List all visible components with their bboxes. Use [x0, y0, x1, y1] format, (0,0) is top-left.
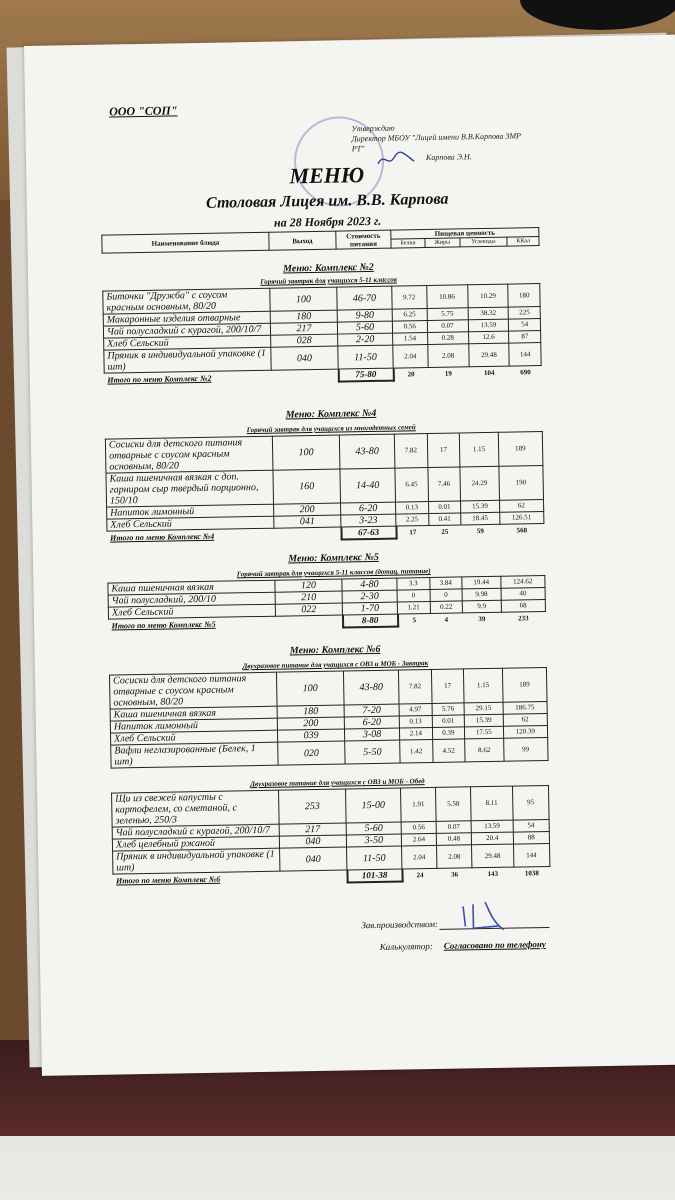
- dish-fat: 3.84: [429, 577, 462, 590]
- dish-carbs: 9.9: [462, 600, 501, 613]
- total-kcal: 690: [520, 367, 531, 376]
- dish-fat: 17: [427, 433, 460, 468]
- dish-carbs: 10.29: [467, 284, 508, 308]
- dish-price: 43-80: [339, 434, 395, 469]
- production-label: Зав.производством:: [361, 918, 439, 931]
- calculator-value: Согласовано по телефону: [443, 939, 546, 951]
- dish-carbs: 18.45: [461, 512, 500, 525]
- dish-kcal: 186.75: [503, 701, 548, 714]
- col-name: Наименование блюда: [102, 232, 269, 253]
- dish-name: Хлеб Сельский: [104, 335, 271, 350]
- dish-price: 5-60: [337, 321, 392, 334]
- dish-output: 100: [276, 671, 344, 706]
- total-kcal: 233: [518, 613, 529, 622]
- total-fat: 25: [441, 527, 449, 536]
- col-protein: Белки: [391, 239, 425, 249]
- section-subtitle: Горячий завтрак для учащихся 5-11 классов (дотац. питание): [236, 566, 431, 579]
- dish-fat: 0.22: [430, 601, 463, 614]
- dish-kcal: 99: [503, 737, 548, 761]
- dish-output: 180: [270, 310, 337, 323]
- dish-output: 100: [272, 435, 340, 470]
- dish-price: 3-23: [341, 514, 396, 527]
- dish-name: Биточки "Дружба" с соусом красным основным, 80/20: [103, 288, 270, 314]
- total-kcal: 1038: [524, 868, 539, 877]
- dish-protein: 7.82: [394, 434, 427, 469]
- dish-fat: 10.86: [426, 285, 467, 309]
- dish-price: 9-80: [337, 309, 392, 322]
- dish-kcal: 144: [513, 843, 550, 867]
- dish-fat: 0.48: [436, 833, 471, 846]
- dish-output: 160: [273, 469, 341, 504]
- dish-name: Напиток лимонный: [107, 504, 274, 519]
- dish-kcal: 225: [509, 307, 541, 320]
- total-carbs: 104: [483, 368, 495, 377]
- dish-carbs: 15.39: [464, 714, 503, 727]
- dish-kcal: 126.51: [499, 512, 544, 525]
- dish-carbs: 1.15: [459, 432, 498, 467]
- dish-fat: 0.01: [428, 501, 461, 514]
- dish-price: 2-30: [342, 590, 397, 603]
- calculator-label: Калькулятор:: [379, 941, 433, 952]
- dish-kcal: 190: [498, 466, 543, 501]
- dish-carbs: 38.32: [468, 307, 509, 320]
- dish-carbs: 13.59: [471, 820, 513, 833]
- total-protein: 24: [416, 870, 424, 879]
- total-protein: 20: [407, 369, 415, 378]
- complex2-table: [102, 283, 542, 387]
- dish-name: Хлеб Сельский: [108, 604, 275, 619]
- dish-name: Хлеб целебный ржаной: [112, 836, 279, 851]
- dish-protein: 0.56: [392, 321, 427, 334]
- total-carbs: 59: [476, 526, 484, 535]
- dish-fat: 5.76: [432, 703, 465, 716]
- dish-carbs: 8.62: [465, 738, 504, 762]
- dish-carbs: 8.11: [471, 786, 513, 821]
- dish-carbs: 20.4: [471, 832, 513, 845]
- dish-protein: 1.21: [397, 602, 430, 615]
- section-title: Меню: Комплекс №4: [285, 407, 377, 421]
- dish-carbs: 29.48: [468, 343, 509, 367]
- dish-name: Сосиски для детского питания отварные с соусом красным основным, 80/20: [105, 436, 273, 473]
- dish-price: 6-20: [341, 502, 396, 515]
- dish-kcal: 54: [509, 319, 541, 332]
- dish-name: Хлеб Сельский: [107, 516, 274, 531]
- dish-fat: 0.28: [427, 332, 468, 345]
- dish-protein: 1.54: [393, 333, 428, 346]
- complex6-lunch-table: [111, 785, 551, 888]
- dish-output: 022: [275, 603, 342, 616]
- total-label: Итого по меню Комплекс №5: [111, 619, 216, 631]
- dish-name: Чай полусладкий с курагой, 200/10/7: [112, 824, 279, 839]
- dish-output: 100: [270, 287, 337, 311]
- dish-fat: 4.52: [432, 739, 465, 763]
- dish-price: 5-60: [346, 822, 401, 835]
- dish-kcal: 40: [501, 587, 546, 600]
- dish-price: 46-70: [337, 286, 392, 310]
- dish-output: 040: [271, 346, 338, 370]
- dish-kcal: 62: [499, 500, 544, 513]
- dish-fat: 5.58: [436, 787, 472, 822]
- dish-kcal: 180: [508, 284, 540, 308]
- dish-fat: 0.39: [432, 727, 465, 740]
- org-name: ООО "СОП": [109, 103, 178, 119]
- dish-protein: 1.42: [400, 739, 433, 763]
- approval-line: Директор МБОУ "Лицей имени В.В.Карпова ЗМР: [351, 131, 522, 144]
- total-fat: 19: [444, 369, 452, 378]
- dish-name: Вафли неглазированные (Белек, 1 шт): [111, 742, 278, 768]
- dish-output: 041: [274, 515, 341, 528]
- approval-line: Утверждаю: [351, 123, 395, 134]
- total-protein: 17: [409, 527, 417, 536]
- dish-carbs: 29.48: [472, 844, 514, 868]
- dish-carbs: 12.6: [468, 331, 509, 344]
- section-title: Меню: Комплекс №6: [289, 643, 381, 657]
- dish-price: 3-50: [346, 834, 401, 847]
- dish-fat: 0.07: [427, 320, 468, 333]
- dish-name: Хлеб Сельский: [111, 730, 278, 745]
- dish-fat: 7.46: [427, 467, 460, 502]
- dish-kcal: 54: [513, 819, 550, 832]
- dish-protein: 0.56: [401, 821, 436, 834]
- dish-protein: 0.13: [396, 502, 429, 515]
- section-subtitle: Двухразовое питание для учащихся с ОВЗ и МОБ - Завтрак: [242, 659, 429, 671]
- total-fat: 36: [451, 870, 459, 879]
- dish-price: 14-40: [340, 468, 396, 503]
- total-price: 101-38: [347, 869, 402, 882]
- section-subtitle: Горячий завтрак для учащихся 5-11 классов: [260, 275, 397, 286]
- dish-kcal: 120.39: [503, 725, 548, 738]
- dish-price: 5-50: [345, 740, 400, 764]
- complex6-breakfast-table: [109, 667, 549, 769]
- col-price: Стоимость питания: [336, 230, 391, 249]
- dish-name: Чай полусладкий с курагой, 200/10/7: [103, 323, 270, 338]
- dish-output: 200: [274, 503, 341, 516]
- dish-protein: 2.04: [393, 345, 428, 369]
- dish-output: 200: [277, 717, 344, 730]
- dish-price: 6-20: [344, 716, 399, 729]
- dish-fat: 5.75: [427, 308, 468, 321]
- total-kcal: 568: [516, 525, 528, 534]
- complex5-table: [107, 575, 546, 633]
- dish-name: Каша пшеничная вязкая: [108, 580, 275, 595]
- section-subtitle: Горячий завтрак для учащихся из многодетных семей: [246, 423, 416, 435]
- col-nutrition: Пищевая ценность: [391, 228, 539, 240]
- dish-name: Макаронные изделия отварные: [103, 311, 270, 326]
- dish-name: Чай полусладкий, 200/10: [108, 592, 275, 607]
- dish-kcal: 62: [503, 713, 548, 726]
- approval-line: РТ": [351, 144, 365, 154]
- col-carbs: Углеводы: [460, 237, 508, 247]
- dish-kcal: 87: [509, 331, 541, 344]
- dish-price: 7-20: [344, 704, 399, 717]
- dish-price: 1-70: [342, 602, 397, 615]
- dish-kcal: 144: [509, 343, 541, 367]
- col-output: Выход: [269, 231, 336, 250]
- menu-sheet: [24, 35, 675, 1076]
- dish-output: 217: [279, 823, 346, 836]
- dish-protein: 4.97: [399, 703, 432, 716]
- total-carbs: 143: [487, 869, 499, 878]
- dish-protein: 2.25: [396, 514, 429, 527]
- total-label: Итого по меню Комплекс №4: [110, 531, 215, 543]
- dish-protein: 6.25: [392, 309, 427, 322]
- dish-carbs: 13.59: [468, 319, 509, 332]
- page-title: МЕНЮ: [289, 162, 365, 189]
- total-price: 75-80: [338, 368, 393, 381]
- dish-output: 180: [277, 705, 344, 718]
- dish-name: Щи из свежей капусты с картофелем, со сметаной, с зеленью, 250/3: [112, 790, 280, 827]
- dish-output: 210: [275, 591, 342, 604]
- dish-kcal: 124.62: [500, 575, 545, 588]
- dish-price: 11-50: [347, 846, 402, 870]
- approval-line: Карпова Э.Н.: [425, 152, 472, 163]
- col-fat: Жиры: [425, 238, 460, 248]
- dish-price: 3-08: [344, 728, 399, 741]
- dish-output: 040: [280, 847, 347, 871]
- dish-carbs: 1.15: [464, 668, 503, 703]
- dish-kcal: 88: [513, 831, 550, 844]
- dish-carbs: 17.55: [465, 726, 504, 739]
- dish-carbs: 24.29: [460, 466, 499, 501]
- dish-price: 4-80: [342, 578, 397, 591]
- dish-protein: 3.3: [397, 578, 430, 591]
- dish-kcal: 189: [498, 432, 543, 467]
- dish-output: 039: [277, 729, 344, 742]
- dish-carbs: 19.44: [462, 576, 501, 589]
- total-label: Итого по меню Комплекс №2: [107, 373, 212, 385]
- dish-protein: 9.72: [392, 286, 427, 310]
- dish-name: Пряник в индивидуальной упаковке (1 шт): [104, 347, 271, 373]
- dish-kcal: 95: [512, 785, 549, 820]
- col-kcal: ККал: [507, 237, 539, 247]
- dish-price: 15-00: [346, 788, 402, 823]
- dish-kcal: 189: [502, 667, 547, 702]
- dish-price: 11-50: [338, 345, 393, 369]
- dish-protein: 0.13: [399, 715, 432, 728]
- total-label: Итого по меню Комплекс №6: [115, 874, 221, 886]
- dish-fat: 0: [430, 589, 463, 602]
- dish-output: 020: [278, 741, 345, 765]
- dish-name: Пряник в индивидуальной упаковке (1 шт): [113, 848, 280, 874]
- dish-output: 120: [275, 579, 342, 592]
- dish-fat: 2.08: [427, 344, 468, 368]
- dish-fat: 0.07: [436, 821, 471, 834]
- total-protein: 5: [412, 615, 417, 624]
- dish-name: Каша пшеничная вязкая с доп. гарниром сыр твердый порционно, 150/10: [106, 470, 274, 507]
- dish-fat: 2.08: [437, 845, 472, 869]
- total-carbs: 39: [478, 614, 486, 623]
- dish-protein: 0: [397, 590, 430, 603]
- dish-carbs: 9.98: [462, 588, 501, 601]
- complex4-table: [105, 431, 545, 545]
- dish-output: 217: [270, 322, 337, 335]
- dish-price: 2-20: [338, 333, 393, 346]
- dish-name: Каша пшеничная вязкая: [110, 706, 277, 721]
- dish-protein: 6.45: [395, 468, 428, 503]
- dish-output: 040: [279, 835, 346, 848]
- dish-protein: 2.14: [399, 727, 432, 740]
- total-price: 67-63: [341, 526, 396, 539]
- dish-name: Сосиски для детского питания отварные с соусом красным основным, 80/20: [109, 672, 277, 709]
- dish-output: 028: [271, 334, 338, 347]
- section-title: Меню: Комплекс №2: [283, 261, 374, 275]
- dish-protein: 1.91: [401, 787, 437, 822]
- dish-protein: 2.64: [401, 833, 436, 846]
- page-subtitle: Столовая Лицея им. В.В. Карпова: [205, 190, 449, 212]
- dish-price: 43-80: [343, 670, 399, 705]
- dish-output: 253: [279, 789, 347, 824]
- dish-fat: 0.01: [432, 715, 465, 728]
- dish-protein: 7.82: [398, 669, 431, 704]
- dish-protein: 2.04: [402, 845, 437, 869]
- total-fat: 4: [444, 615, 449, 624]
- dish-name: Напиток лимонный: [110, 718, 277, 733]
- dish-fat: 0.41: [428, 513, 461, 526]
- dish-carbs: 15.39: [461, 500, 500, 513]
- dish-carbs: 29.15: [464, 702, 503, 715]
- production-signature-icon: [459, 899, 520, 934]
- total-price: 8-80: [342, 614, 397, 627]
- dish-fat: 17: [431, 669, 464, 704]
- section-subtitle: Двухразовое питание для учащихся с ОВЗ и МОБ - Обед: [250, 777, 425, 789]
- page-date: на 28 Ноября 2023 г.: [273, 213, 382, 230]
- section-title: Меню: Комплекс №5: [288, 551, 379, 565]
- dish-kcal: 68: [501, 599, 546, 612]
